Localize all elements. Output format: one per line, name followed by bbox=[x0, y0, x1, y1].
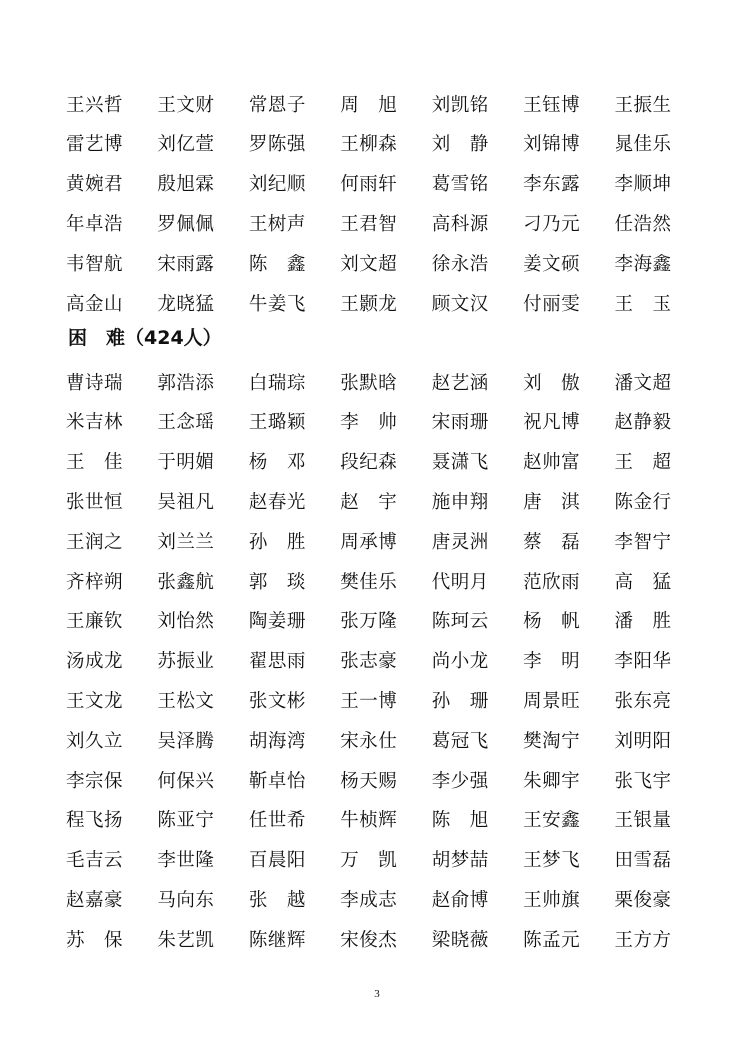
person-name: 李东露 bbox=[523, 174, 581, 196]
person-name: 百晨阳 bbox=[248, 850, 306, 872]
person-name: 李成志 bbox=[340, 890, 398, 911]
person-name: 樊佳乐 bbox=[340, 571, 398, 593]
person-name: 张东亮 bbox=[614, 691, 672, 713]
person-name: 王念瑶 bbox=[157, 412, 215, 434]
person-name: 赵 宇 bbox=[340, 492, 398, 514]
person-name: 杨天赐 bbox=[340, 770, 398, 792]
person-name: 周景旺 bbox=[523, 691, 581, 713]
person-name: 李 帅 bbox=[340, 412, 398, 434]
person-name: 黄婉君 bbox=[66, 174, 124, 196]
person-name: 曹诗瑞 bbox=[66, 372, 124, 394]
person-name: 程飞扬 bbox=[66, 810, 124, 832]
person-name: 田雪磊 bbox=[614, 850, 672, 872]
person-name: 栗俊豪 bbox=[614, 890, 672, 911]
person-name: 吴祖凡 bbox=[157, 492, 215, 514]
name-row bbox=[66, 483, 706, 523]
person-name: 樊淘宁 bbox=[523, 730, 581, 752]
person-name: 王帅旗 bbox=[523, 890, 581, 911]
person-name: 赵帅富 bbox=[523, 452, 581, 474]
section-heading-difficulty: 困 难（424人） bbox=[68, 327, 222, 349]
person-name: 李世隆 bbox=[157, 850, 215, 872]
person-name: 张万隆 bbox=[340, 611, 398, 633]
person-name: 宋永仕 bbox=[340, 730, 398, 752]
person-name: 赵艺涵 bbox=[431, 372, 489, 394]
name-row bbox=[66, 245, 706, 285]
person-name: 常恩子 bbox=[248, 94, 306, 116]
person-name: 陶姜珊 bbox=[248, 611, 306, 633]
person-name: 蔡 磊 bbox=[523, 531, 581, 553]
person-name: 白瑞琮 bbox=[248, 372, 306, 394]
person-name: 李顺坤 bbox=[614, 174, 672, 196]
person-name: 刘明阳 bbox=[614, 730, 672, 752]
person-name: 徐永浩 bbox=[431, 253, 489, 275]
name-row bbox=[66, 166, 706, 206]
person-name: 任浩然 bbox=[614, 214, 672, 236]
person-name: 陈 鑫 bbox=[248, 253, 306, 275]
name-row bbox=[66, 722, 706, 762]
name-row bbox=[66, 126, 706, 166]
person-name: 陈亚宁 bbox=[157, 810, 215, 832]
person-name: 刘纪顺 bbox=[248, 174, 306, 196]
name-row bbox=[66, 523, 706, 563]
person-name: 王 超 bbox=[614, 452, 672, 474]
person-name: 李宗保 bbox=[66, 770, 124, 792]
person-name: 刘久立 bbox=[66, 730, 124, 752]
person-name: 宋雨珊 bbox=[431, 412, 489, 434]
person-name: 陈珂云 bbox=[431, 611, 489, 633]
person-name: 张鑫航 bbox=[157, 571, 215, 593]
person-name: 陈孟元 bbox=[523, 929, 581, 951]
person-name: 张默晗 bbox=[340, 372, 398, 394]
person-name: 高 猛 bbox=[614, 571, 672, 593]
person-name: 王文财 bbox=[157, 94, 215, 116]
person-name: 宋雨露 bbox=[157, 253, 215, 275]
person-name: 施申翔 bbox=[431, 492, 489, 514]
person-name: 牛姜飞 bbox=[248, 293, 306, 315]
person-name: 王 玉 bbox=[614, 293, 672, 315]
person-name: 罗陈强 bbox=[248, 134, 306, 156]
person-name: 刘锦博 bbox=[523, 134, 581, 156]
person-name: 周承博 bbox=[340, 531, 398, 553]
name-row bbox=[66, 285, 706, 325]
person-name: 高金山 bbox=[66, 293, 124, 315]
person-name: 毛吉云 bbox=[66, 850, 124, 872]
person-name: 葛冠飞 bbox=[431, 730, 489, 752]
person-name: 王文龙 bbox=[66, 691, 124, 713]
person-name: 米吉林 bbox=[66, 412, 124, 434]
person-name: 张飞宇 bbox=[614, 770, 672, 792]
person-name: 牛桢辉 bbox=[340, 810, 398, 832]
person-name: 何保兴 bbox=[157, 770, 215, 792]
person-name: 聂潇飞 bbox=[431, 452, 489, 474]
person-name: 张志豪 bbox=[340, 651, 398, 673]
person-name: 苏振业 bbox=[157, 651, 215, 673]
person-name: 杨 帆 bbox=[523, 611, 581, 633]
person-name: 王廉钦 bbox=[66, 611, 124, 633]
name-row bbox=[66, 762, 706, 802]
person-name: 朱卿宇 bbox=[523, 770, 581, 792]
person-name: 李 明 bbox=[523, 651, 581, 673]
person-name: 陈金行 bbox=[614, 492, 672, 514]
person-name: 范欣雨 bbox=[523, 571, 581, 593]
person-name: 王颢龙 bbox=[340, 293, 398, 315]
name-row bbox=[66, 802, 706, 842]
name-row bbox=[66, 643, 706, 683]
person-name: 陈继辉 bbox=[248, 929, 306, 951]
person-name: 刘凯铭 bbox=[431, 94, 489, 116]
person-name: 王树声 bbox=[248, 214, 306, 236]
person-name: 年卓浩 bbox=[66, 214, 124, 236]
person-name: 唐 淇 bbox=[523, 492, 581, 514]
person-name: 齐梓朔 bbox=[66, 571, 124, 593]
person-name: 潘 胜 bbox=[614, 611, 672, 633]
person-name: 李少强 bbox=[431, 770, 489, 792]
person-name: 高科源 bbox=[431, 214, 489, 236]
person-name: 马向东 bbox=[157, 890, 215, 911]
name-list-difficulty bbox=[66, 364, 706, 961]
person-name: 吴泽腾 bbox=[157, 730, 215, 752]
person-name: 杨 邓 bbox=[248, 452, 306, 474]
person-name: 龙晓猛 bbox=[157, 293, 215, 315]
person-name: 王振生 bbox=[614, 94, 672, 116]
person-name: 刘文超 bbox=[340, 253, 398, 275]
name-row bbox=[66, 881, 706, 921]
person-name: 付丽雯 bbox=[523, 293, 581, 315]
name-row bbox=[66, 842, 706, 882]
person-name: 代明月 bbox=[431, 571, 489, 593]
person-name: 刘亿萱 bbox=[157, 134, 215, 156]
person-name: 刁乃元 bbox=[523, 214, 581, 236]
person-name: 郭浩添 bbox=[157, 372, 215, 394]
person-name: 王兴哲 bbox=[66, 94, 124, 116]
name-row bbox=[66, 603, 706, 643]
person-name: 于明媚 bbox=[157, 452, 215, 474]
person-name: 刘 静 bbox=[431, 134, 489, 156]
person-name: 王君智 bbox=[340, 214, 398, 236]
person-name: 孙 胜 bbox=[248, 531, 306, 553]
person-name: 段纪森 bbox=[340, 452, 398, 474]
person-name: 刘 傲 bbox=[523, 372, 581, 394]
name-row bbox=[66, 205, 706, 245]
person-name: 王银量 bbox=[614, 810, 672, 832]
person-name: 宋俊杰 bbox=[340, 929, 398, 951]
person-name: 葛雪铭 bbox=[431, 174, 489, 196]
name-row bbox=[66, 404, 706, 444]
person-name: 胡海湾 bbox=[248, 730, 306, 752]
person-name: 王柳森 bbox=[340, 134, 398, 156]
person-name: 王钰博 bbox=[523, 94, 581, 116]
person-name: 万 凯 bbox=[340, 850, 398, 872]
person-name: 汤成龙 bbox=[66, 651, 124, 673]
person-name: 张世恒 bbox=[66, 492, 124, 514]
person-name: 刘兰兰 bbox=[157, 531, 215, 553]
person-name: 唐灵洲 bbox=[431, 531, 489, 553]
person-name: 王一博 bbox=[340, 691, 398, 713]
person-name: 潘文超 bbox=[614, 372, 672, 394]
person-name: 陈 旭 bbox=[431, 810, 489, 832]
person-name: 张 越 bbox=[248, 890, 306, 911]
name-row bbox=[66, 444, 706, 484]
person-name: 王松文 bbox=[157, 691, 215, 713]
name-row bbox=[66, 563, 706, 603]
name-list-top bbox=[66, 86, 706, 325]
person-name: 孙 珊 bbox=[431, 691, 489, 713]
person-name: 李智宁 bbox=[614, 531, 672, 553]
person-name: 王梦飞 bbox=[523, 850, 581, 872]
person-name: 尚小龙 bbox=[431, 651, 489, 673]
person-name: 周 旭 bbox=[340, 94, 398, 116]
person-name: 刘怡然 bbox=[157, 611, 215, 633]
person-name: 殷旭霖 bbox=[157, 174, 215, 196]
person-name: 李海鑫 bbox=[614, 253, 672, 275]
person-name: 翟思雨 bbox=[248, 651, 306, 673]
person-name: 何雨轩 bbox=[340, 174, 398, 196]
person-name: 张文彬 bbox=[248, 691, 306, 713]
person-name: 王方方 bbox=[614, 929, 672, 951]
person-name: 祝凡博 bbox=[523, 412, 581, 434]
person-name: 郭 琰 bbox=[248, 571, 306, 593]
person-name: 赵静毅 bbox=[614, 412, 672, 434]
name-row bbox=[66, 921, 706, 961]
person-name: 赵嘉豪 bbox=[66, 890, 124, 911]
name-row bbox=[66, 364, 706, 404]
person-name: 罗佩佩 bbox=[157, 214, 215, 236]
person-name: 王 佳 bbox=[66, 452, 124, 474]
person-name: 苏 保 bbox=[66, 929, 124, 951]
person-name: 靳卓怡 bbox=[248, 770, 306, 792]
person-name: 李阳华 bbox=[614, 651, 672, 673]
person-name: 姜文硕 bbox=[523, 253, 581, 275]
name-row bbox=[66, 682, 706, 722]
person-name: 胡梦喆 bbox=[431, 850, 489, 872]
person-name: 晁佳乐 bbox=[614, 134, 672, 156]
person-name: 雷艺博 bbox=[66, 134, 124, 156]
person-name: 王润之 bbox=[66, 531, 124, 553]
person-name: 梁晓薇 bbox=[431, 929, 489, 951]
name-row bbox=[66, 86, 706, 126]
person-name: 赵春光 bbox=[248, 492, 306, 514]
person-name: 王璐颖 bbox=[248, 412, 306, 434]
person-name: 王安鑫 bbox=[523, 810, 581, 832]
person-name: 任世希 bbox=[248, 810, 306, 832]
person-name: 赵俞博 bbox=[431, 890, 489, 911]
person-name: 顾文汉 bbox=[431, 293, 489, 315]
person-name: 韦智航 bbox=[66, 253, 124, 275]
person-name: 朱艺凯 bbox=[157, 929, 215, 951]
page-number: 3 bbox=[374, 988, 380, 1000]
